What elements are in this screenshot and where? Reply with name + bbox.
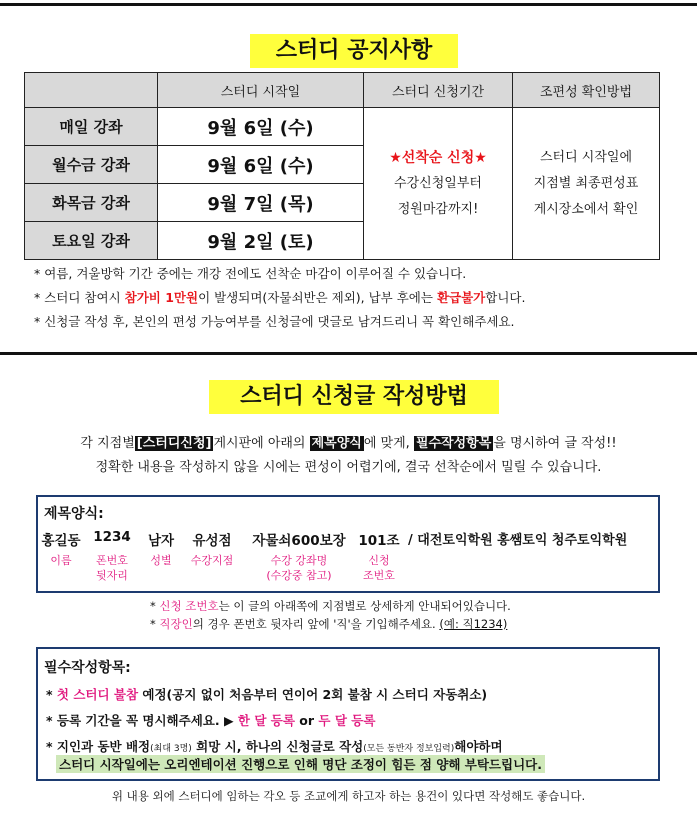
token-gender: 남자 (147, 533, 175, 549)
caption-line: 신청 (368, 554, 390, 567)
one-month-text: 한 달 등록 (237, 713, 295, 728)
apply-period-cell (364, 108, 513, 260)
corner-header-cell (25, 73, 158, 108)
req-text: * (46, 687, 57, 702)
start-date: 9월 7일 (목) (158, 184, 364, 222)
period-line: 수강신청일부터 (394, 175, 482, 191)
worker-text: 직장인 (159, 617, 193, 631)
format-footnote (150, 598, 511, 614)
course-name: 월수금 강좌 (25, 146, 158, 184)
top-rule (0, 3, 697, 6)
caption-line: 성별 (150, 554, 172, 567)
notice-note: * 여름, 겨울방학 기간 중에는 개강 전에도 선착순 마감이 이루어질 수 있습니다. (34, 266, 467, 281)
header-apply-period: 스터디 신청기간 (364, 73, 513, 108)
caption-line: (수강중 참고) (266, 569, 332, 582)
intro-text: 게시판에 아래의 (213, 436, 310, 451)
check-line: 지점별 최종편성표 (533, 175, 639, 191)
req-small-text: (모든 동반자 정보입력) (363, 744, 455, 754)
req-text: * 지인과 동반 배정 (46, 739, 151, 754)
orientation-notice: 스터디 시작일에는 오리엔테이션 진행으로 인해 명단 조정이 힘든 점 양해 부탁드립니다. (56, 755, 545, 773)
notice-note (34, 290, 525, 306)
guide-intro (0, 432, 697, 451)
required-label: 필수작성항목: (44, 660, 131, 676)
caption-line: 조번호 (363, 569, 395, 582)
caption-line: 뒷자리 (96, 569, 128, 582)
footnote-text: 는 이 글의 아래쪽에 지점별로 상세하게 안내되어있습니다. (218, 599, 511, 613)
two-month-text: 두 달 등록 (318, 713, 376, 728)
check-line: 스터디 시작일에 (539, 149, 633, 165)
token-name-caption (38, 553, 84, 568)
notice-note: * 신청글 작성 후, 본인의 편성 가능여부를 신청글에 댓글로 남겨드리니 꼭 확인해주세요. (34, 314, 515, 329)
required-items-tag: 필수작성항목 (415, 436, 492, 451)
title-format-tag: 제목양식 (311, 436, 362, 451)
req-text: * 등록 기간을 꼭 명시해주세요. ▶ (46, 713, 238, 728)
intro-text: 에 맞게, (363, 436, 414, 451)
course-name: 토요일 강좌 (25, 222, 158, 260)
group-number-text: 신청 조번호 (159, 599, 219, 613)
example-text: (예: 직1234) (439, 617, 508, 631)
guide-warning: 정확한 내용을 작성하지 않을 시에는 편성이 어렵기에, 결국 선착순에서 밀릴 수 있습니다. (95, 460, 602, 475)
note-text: 합니다. (485, 290, 526, 305)
start-date: 9월 6일 (수) (158, 108, 364, 146)
footnote-text: * (150, 599, 160, 613)
check-method-cell (513, 108, 660, 260)
first-come-label: ★선착순 신청★ (389, 149, 487, 166)
guide-title: 스터디 신청글 작성방법 (209, 380, 499, 414)
req-small-text: (최대 3명) (150, 744, 192, 754)
intro-text: 을 명시하여 글 작성!! (493, 436, 617, 451)
fee-text: 참가비 1만원 (124, 290, 199, 305)
token-branch: 유성점 (192, 533, 232, 549)
req-text: 해야하며 (454, 739, 503, 754)
absence-text: 첫 스터디 불참 (56, 687, 139, 702)
token-branch-caption (186, 553, 238, 568)
notice-title: 스터디 공지사항 (250, 34, 458, 68)
note-text: 이 발생되며(자물쇠반은 제외), 납부 후에는 (198, 290, 437, 305)
course-name: 매일 강좌 (25, 108, 158, 146)
start-date: 9월 2일 (토) (158, 222, 364, 260)
caption-line: 수강 강좌명 (270, 554, 328, 567)
token-name: 홍길동 (41, 533, 81, 549)
intro-text: 각 지점별 (80, 436, 135, 451)
period-line: 정원마감까지! (397, 201, 479, 217)
start-date: 9월 6일 (수) (158, 146, 364, 184)
token-gender-caption (142, 553, 180, 568)
token-phone: 1234 (93, 529, 131, 545)
caption-line: 이름 (50, 554, 72, 567)
header-start-date: 스터디 시작일 (158, 73, 364, 108)
token-group-caption (356, 553, 402, 583)
footnote-text: 의 경우 폰번호 뒷자리 앞에 '직'을 기입해주세요. (192, 617, 440, 631)
required-items-box (36, 647, 660, 781)
format-label: 제목양식: (44, 506, 104, 522)
footnote-text: * (150, 617, 160, 631)
required-item (46, 711, 375, 729)
header-check-method: 조편성 확인방법 (513, 73, 660, 108)
required-item (46, 737, 503, 755)
req-text: 희망 시, 하나의 신청글로 작성 (191, 739, 364, 754)
req-text: or (294, 713, 319, 728)
token-phone-caption (88, 553, 136, 583)
no-refund-text: 환급불가 (436, 290, 486, 305)
token-group: 101조 (358, 533, 400, 549)
notice-table (24, 72, 660, 260)
title-format-box (36, 495, 660, 593)
course-name: 화목금 강좌 (25, 184, 158, 222)
required-item (46, 685, 487, 703)
note-text: * 스터디 참여시 (34, 290, 125, 305)
caption-line: 폰번호 (96, 554, 128, 567)
check-line: 게시장소에서 확인 (533, 201, 639, 217)
req-text: 예정(공지 없이 처음부터 연이어 2회 불참 시 스터디 자동취소) (138, 687, 488, 702)
board-name: [스터디신청] (136, 436, 212, 451)
section-divider (0, 352, 697, 355)
token-course-caption (244, 553, 354, 583)
token-course: 자물쇠600보장 (252, 533, 346, 549)
format-tail: / 대전토익학원 홍쌤토익 청주토익학원 (408, 533, 628, 548)
guide-footer: 위 내용 외에 스터디에 임하는 각오 등 조교에게 하고자 하는 용건이 있다면 작성해도 좋습니다. (111, 789, 586, 803)
format-footnote (150, 616, 507, 632)
caption-line: 수강지점 (190, 554, 234, 567)
